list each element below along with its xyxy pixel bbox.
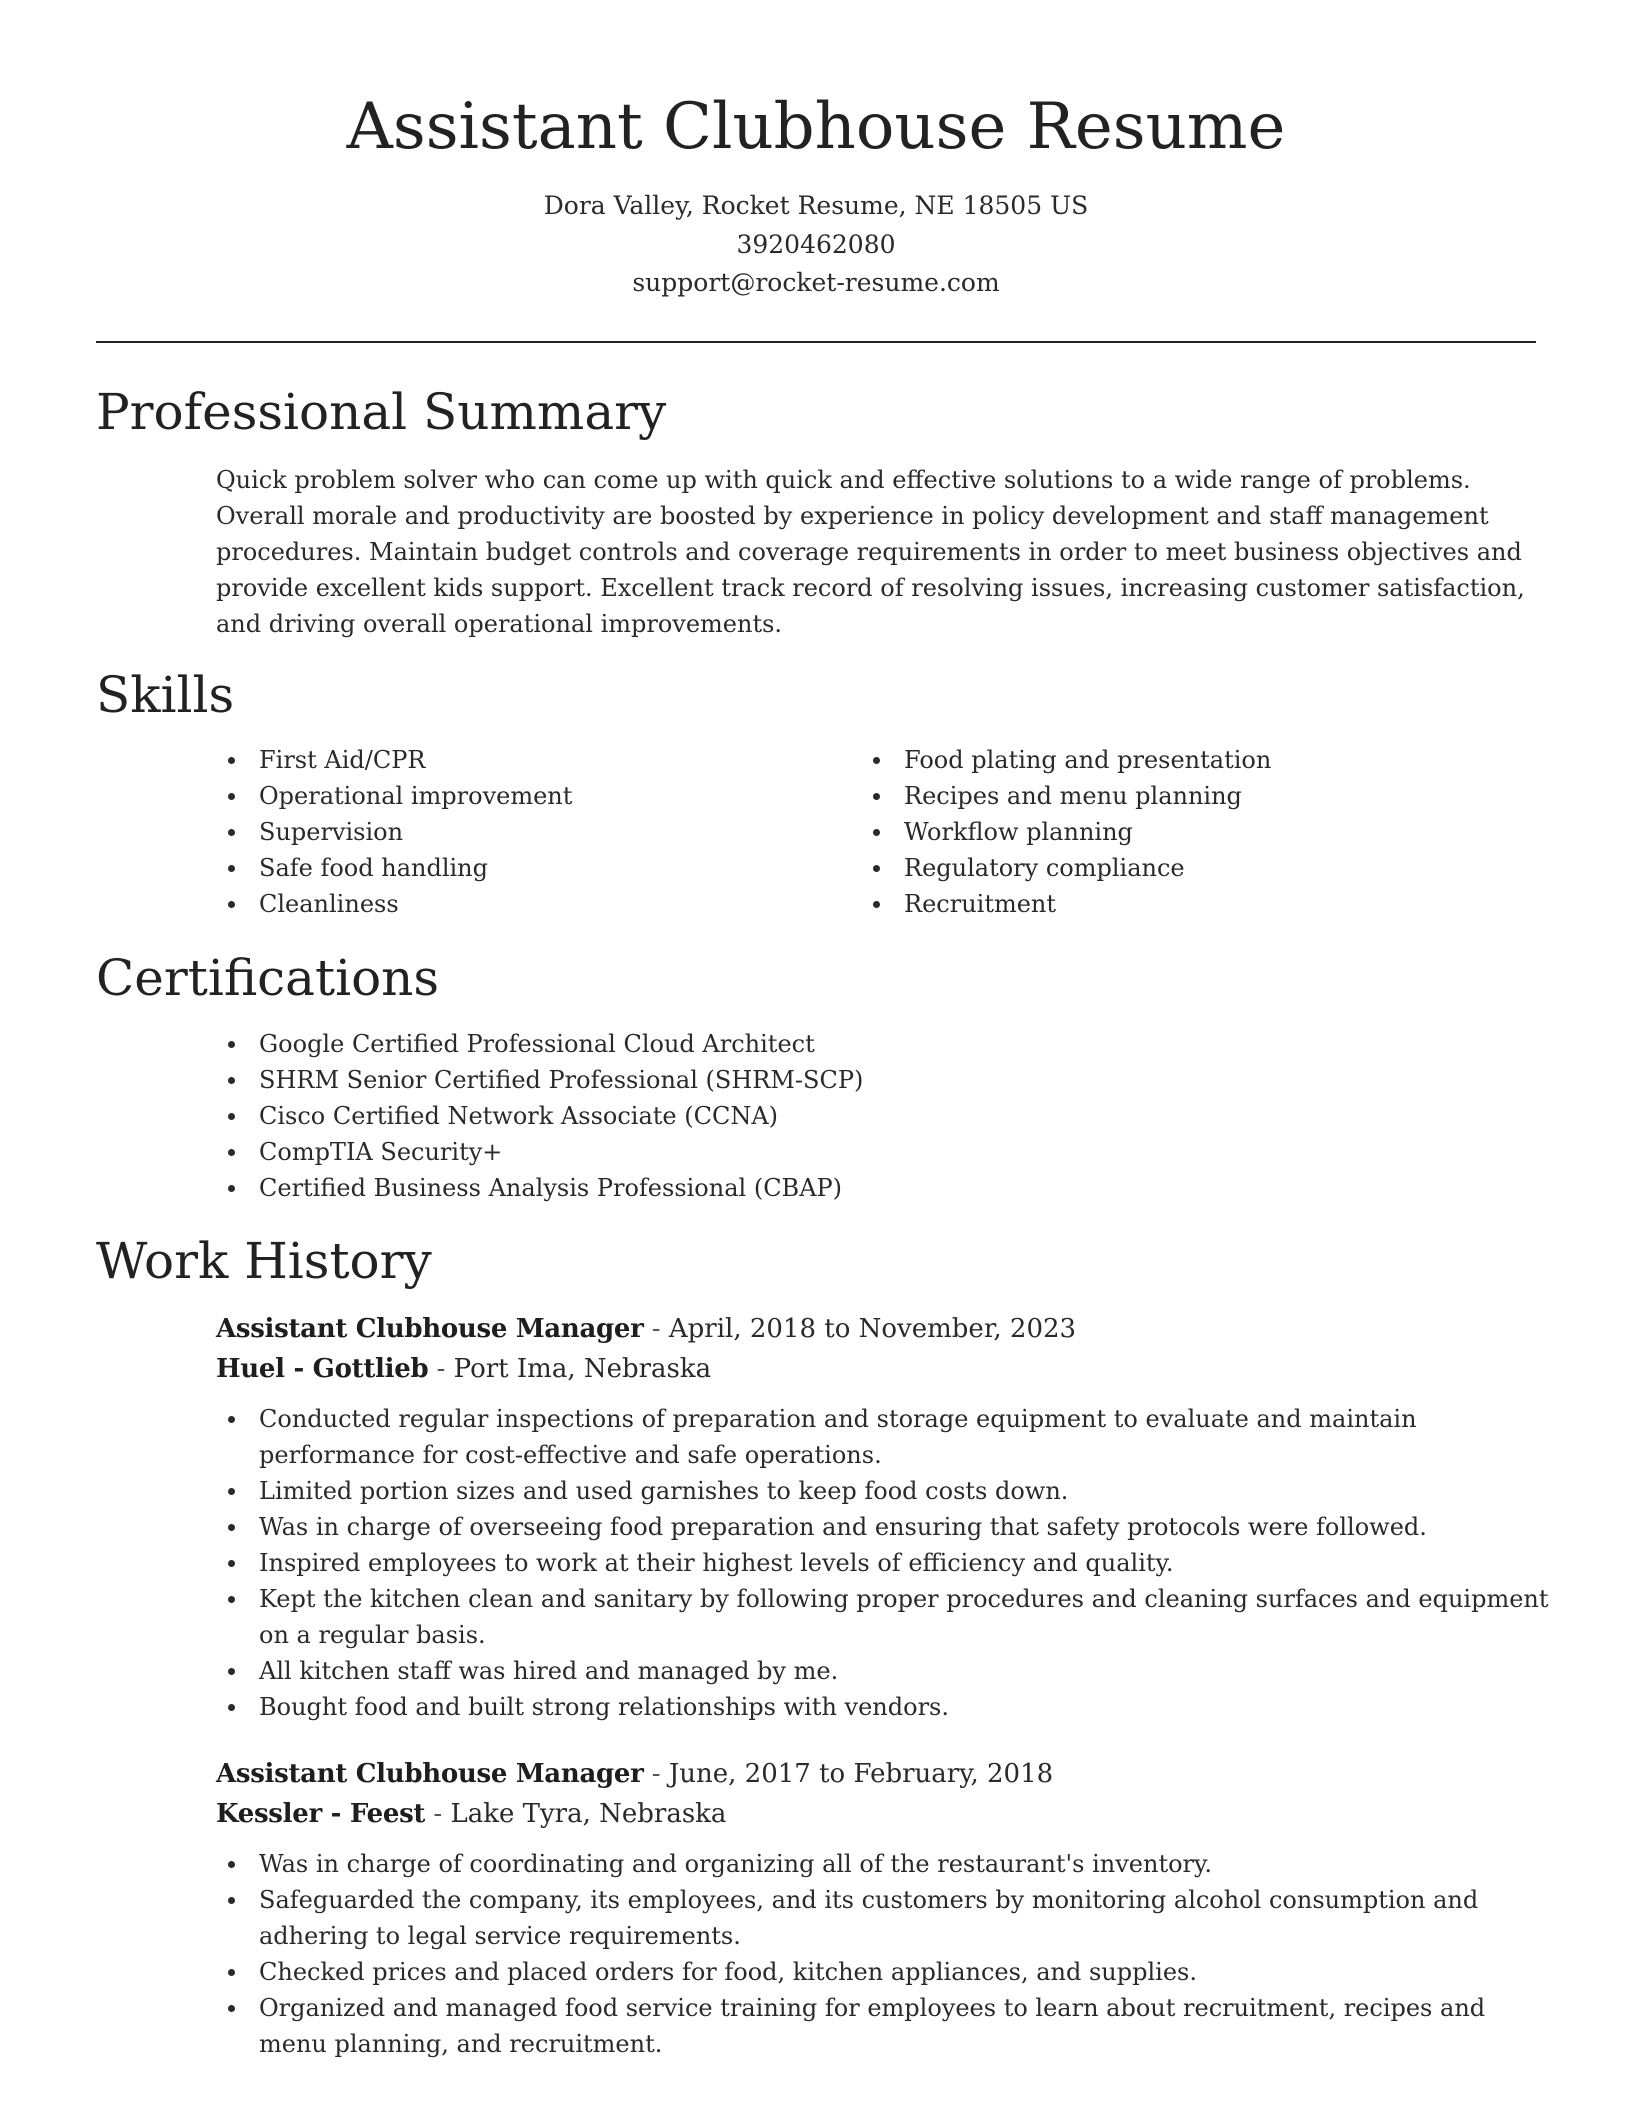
- section-title-summary: Professional Summary: [96, 383, 667, 441]
- job-dates: June, 2017 to February, 2018: [668, 1759, 1054, 1789]
- job-title-line: [216, 1309, 1076, 1349]
- job-separator: -: [425, 1799, 451, 1829]
- skills-list-left: [215, 742, 859, 922]
- job-company-line: [216, 1794, 726, 1834]
- job-duty-item: Safeguarded the company, its employees, and its customers by monitoring alcohol consumption and adhering to legal service requirements.: [259, 1882, 1549, 1954]
- job-duty-item: Inspired employees to work at their highest levels of efficiency and quality.: [259, 1545, 1549, 1581]
- certifications-list: [215, 1026, 1459, 1206]
- skill-item: Regulatory compliance: [904, 850, 1504, 886]
- job-location: Port Ima, Nebraska: [453, 1354, 712, 1384]
- skill-item: Supervision: [259, 814, 859, 850]
- certification-item: Certified Business Analysis Professional (CBAP): [259, 1170, 1459, 1206]
- job-role: Assistant Clubhouse Manager: [216, 1759, 644, 1789]
- job-duty-item: Conducted regular inspections of preparation and storage equipment to evaluate and maintain performance for cost-effective and safe operations.: [259, 1401, 1549, 1473]
- certification-item: Google Certified Professional Cloud Architect: [259, 1026, 1459, 1062]
- job-dates: April, 2018 to November, 2023: [668, 1314, 1077, 1344]
- job-location: Lake Tyra, Nebraska: [450, 1799, 727, 1829]
- skill-item: Food plating and presentation: [904, 742, 1504, 778]
- job-duty-item: Bought food and built strong relationships with vendors.: [259, 1689, 1549, 1725]
- job-separator: -: [428, 1354, 454, 1384]
- skills-list-right: [860, 742, 1504, 922]
- skill-item: Operational improvement: [259, 778, 859, 814]
- job-title-line: [216, 1754, 1053, 1794]
- job-separator: -: [643, 1314, 669, 1344]
- job-duty-item: All kitchen staff was hired and managed by me.: [259, 1653, 1549, 1689]
- skill-item: Workflow planning: [904, 814, 1504, 850]
- job-duty-item: Was in charge of overseeing food preparation and ensuring that safety protocols were followed.: [259, 1509, 1549, 1545]
- section-title-certifications: Certifications: [96, 949, 440, 1007]
- job-duty-item: Was in charge of coordinating and organizing all of the restaurant's inventory.: [259, 1846, 1549, 1882]
- job-duty-item: Kept the kitchen clean and sanitary by following proper procedures and cleaning surfaces and equipment on a regular basis.: [259, 1581, 1549, 1653]
- skill-item: Safe food handling: [259, 850, 859, 886]
- certification-item: SHRM Senior Certified Professional (SHRM-SCP): [259, 1062, 1459, 1098]
- skill-item: First Aid/CPR: [259, 742, 859, 778]
- job-duty-item: Organized and managed food service training for employees to learn about recruitment, recipes and menu planning, and recruitment.: [259, 1990, 1549, 2062]
- header-divider: [96, 341, 1536, 343]
- summary-text: Quick problem solver who can come up with quick and effective solutions to a wide range of problems. Overall morale and productivity are boosted by experience in policy development and staff management procedures. Maintain budget controls and coverage requirements in order to meet business objectives and provide excellent kids support. Excellent track record of resolving issues, increasing customer satisfaction, and driving overall operational improvements.: [216, 466, 1525, 638]
- section-title-work-history: Work History: [96, 1232, 432, 1290]
- certification-item: CompTIA Security+: [259, 1134, 1459, 1170]
- contact-address: Dora Valley, Rocket Resume, NE 18505 US: [543, 191, 1089, 220]
- job-company: Huel - Gottlieb: [216, 1354, 429, 1384]
- job-company: Kessler - Feest: [216, 1799, 426, 1829]
- job-duty-item: Checked prices and placed orders for food, kitchen appliances, and supplies.: [259, 1954, 1549, 1990]
- job-company-line: [216, 1349, 711, 1389]
- skill-item: Recipes and menu planning: [904, 778, 1504, 814]
- resume-title: Assistant Clubhouse Resume: [346, 90, 1286, 164]
- job-separator: -: [643, 1759, 669, 1789]
- section-title-skills: Skills: [96, 666, 235, 724]
- skill-item: Cleanliness: [259, 886, 859, 922]
- skill-item: Recruitment: [904, 886, 1504, 922]
- job-role: Assistant Clubhouse Manager: [216, 1314, 644, 1344]
- job-duties-list: [215, 1401, 1549, 1725]
- contact-phone: 3920462080: [736, 230, 896, 259]
- contact-email: support@rocket-resume.com: [632, 268, 1000, 297]
- job-duties-list: [215, 1846, 1549, 2062]
- job-duty-item: Limited portion sizes and used garnishes to keep food costs down.: [259, 1473, 1549, 1509]
- certification-item: Cisco Certified Network Associate (CCNA): [259, 1098, 1459, 1134]
